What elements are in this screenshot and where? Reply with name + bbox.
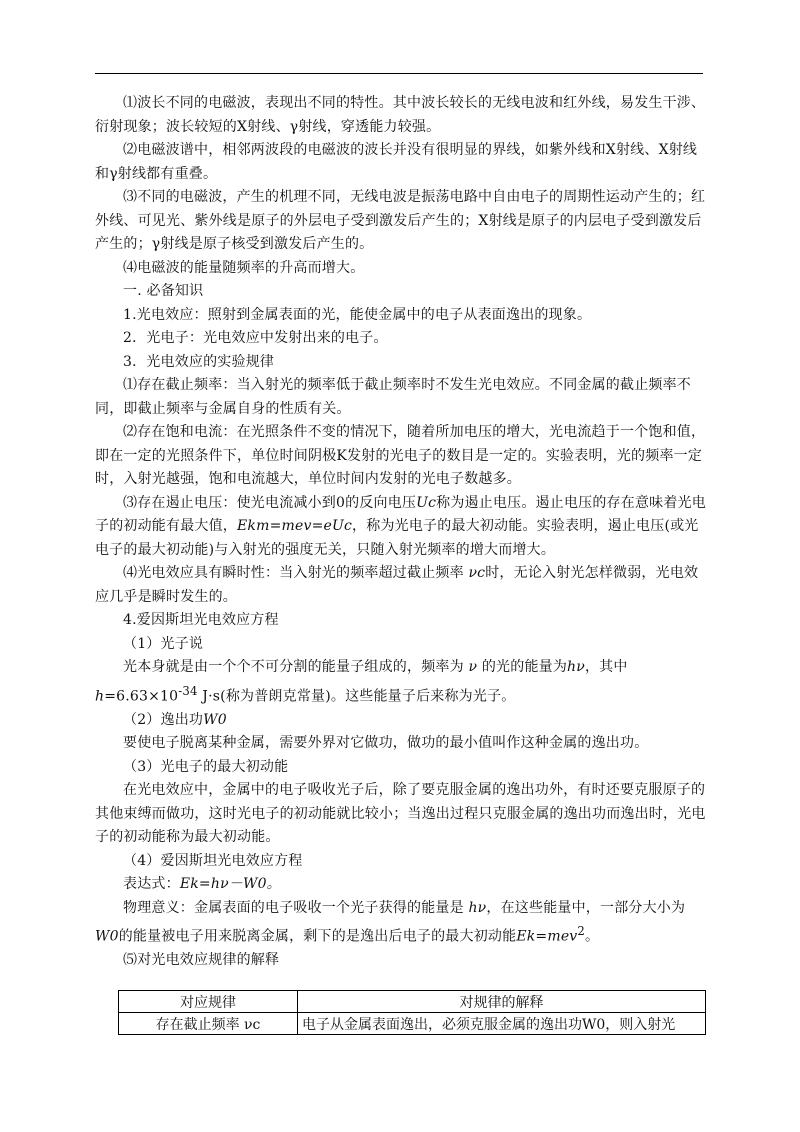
sub-heading: （1）光子说: [123, 635, 204, 652]
symbol: ν: [468, 659, 478, 675]
paragraph: ⑶不同的电磁波，产生的机理不同，无线电波是振荡电路中自由电子的周期性运动产生的；红外线、可见光、紫外线是原子的外层电子受到激发后产生的；X射线是原子的内层电子受到激发后产生的；γ射线是原子核受到激发后产生的。: [95, 189, 706, 252]
text-run: J·s(称为普朗克常量)。这些能量子后来称为光子。: [197, 688, 516, 705]
text-run: 物理意义：金属表面的电子吸收一个光子获得的能量是: [123, 899, 464, 916]
equation: Ekm=mev=eUc: [237, 518, 353, 534]
paragraph: [95, 656, 707, 709]
explanation-table: [118, 990, 706, 1035]
text-run: 时，无论入射光怎样微弱，光电效应几乎是瞬时发生的。: [95, 565, 699, 605]
symbol: W0: [95, 928, 119, 945]
paragraph: ⑵电磁波谱中，相邻两波段的电磁波的波长并没有很明显的界线，如紫外线和X射线、X射线和γ射线都有重叠。: [95, 142, 698, 182]
equation: Ek=mev: [516, 928, 578, 945]
paragraph: 在光电效应中，金属中的电子吸收光子后，除了要克服金属的逸出功外，有时还要克服原子的其他束缚而做功，这时光电子的初动能就比较小；当逸出过程只克服金属的逸出功而逸出时，光电子的初动能称为最大初动能。: [95, 782, 706, 846]
text-run: 称为遏止电压。遏止电压的存在意味着光电子的初动能有最大值，: [95, 494, 706, 534]
paragraph: [95, 492, 707, 563]
text-run: =6.63×10: [104, 688, 179, 705]
text-run: ⑷光电效应具有瞬时性：当入射光的频率超过截止频率: [123, 565, 464, 581]
text-run: ，在这些能量中，一部分大小为: [486, 899, 686, 916]
table-header-row: [119, 991, 706, 1013]
paragraph: ⑴波长不同的电磁波，表现出不同的特性。其中波长较长的无线电波和红外线，易发生干涉、衍射现象；波长较短的X射线、γ射线，穿透能力较强。: [95, 95, 706, 135]
text-run: 表达式：: [123, 876, 180, 893]
paragraph: ⑷电磁波的能量随频率的升高而增大。: [123, 259, 365, 276]
text-run: 的光的能量为: [481, 659, 568, 675]
text-run: 。: [585, 928, 600, 945]
equation: Ek=hν－W0。: [179, 876, 281, 893]
paragraph: [95, 897, 707, 950]
text-run: ，其中: [584, 659, 628, 675]
sub-heading: （3）光电子的最大初动能: [123, 758, 289, 775]
table-header: 对规律的解释: [298, 991, 706, 1013]
symbol: Uc: [416, 494, 437, 511]
section-heading: 一. 必备知识: [123, 283, 204, 299]
text-run: （2）逸出功: [123, 711, 204, 728]
sub-heading: [95, 709, 707, 733]
section-heading: 4.爱因斯坦光电效应方程: [123, 612, 279, 628]
table-row: [119, 1013, 706, 1035]
symbol: νc: [468, 565, 486, 581]
symbol: W0: [203, 711, 227, 728]
text-run: 的能量被电子用来脱离金属，剩下的是逸出后电子的最大初动能: [118, 928, 517, 945]
paragraph: 要使电子脱离某种金属，需要外界对它做功，做功的最小值叫作这种金属的逸出功。: [123, 735, 649, 752]
table-header: 对应规律: [119, 991, 298, 1013]
sub-heading: （4）爱因斯坦光电效应方程: [123, 852, 303, 869]
paragraph: 3．光电效应的实验规律: [123, 353, 275, 370]
text-run: ⑶存在遏止电压：使光电流减小到0的反向电压: [123, 494, 417, 511]
paragraph: 2．光电子：光电效应中发射出来的电子。: [123, 330, 388, 346]
document-body: [95, 92, 707, 973]
header-rule: [95, 73, 703, 74]
paragraph: ⑵存在饱和电流：在光照条件不变的情况下，随着所加电压的增大，光电流趋于一个饱和值，即在一定的光照条件下，单位时间阴极K发射的光电子的数目是一定的。实验表明，光的频率一定时，入射光越强，饱和电流越大，单位时间内发射的光电子数越多。: [95, 424, 706, 487]
symbol: h: [95, 688, 105, 705]
table-cell: 存在截止频率 νc: [119, 1013, 298, 1035]
paragraph: [95, 562, 707, 609]
text-run: ，称为光电子的最大初动能。实验表明，遏止电压(或光电子的最大初动能)与入射光的强度无关，只随入射光频率的增大而增大。: [95, 518, 699, 558]
symbol: hν: [468, 899, 487, 916]
symbol: hν: [567, 659, 585, 675]
paragraph: ⑸对光电效应规律的解释: [123, 952, 280, 969]
exponent: -34: [178, 683, 198, 698]
paragraph: [95, 873, 707, 897]
exponent: 2: [577, 924, 586, 939]
paragraph: 1.光电效应：照射到金属表面的光，能使金属中的电子从表面逸出的现象。: [123, 306, 592, 323]
text-run: 光本身就是由一个个不可分割的能量子组成的，频率为: [123, 659, 464, 675]
paragraph: ⑴存在截止频率：当入射光的频率低于截止频率时不发生光电效应。不同金属的截止频率不同，即截止频率与金属自身的性质有关。: [95, 377, 691, 417]
table-cell: 电子从金属表面逸出，必须克服金属的逸出功W0，则入射光: [298, 1013, 706, 1035]
